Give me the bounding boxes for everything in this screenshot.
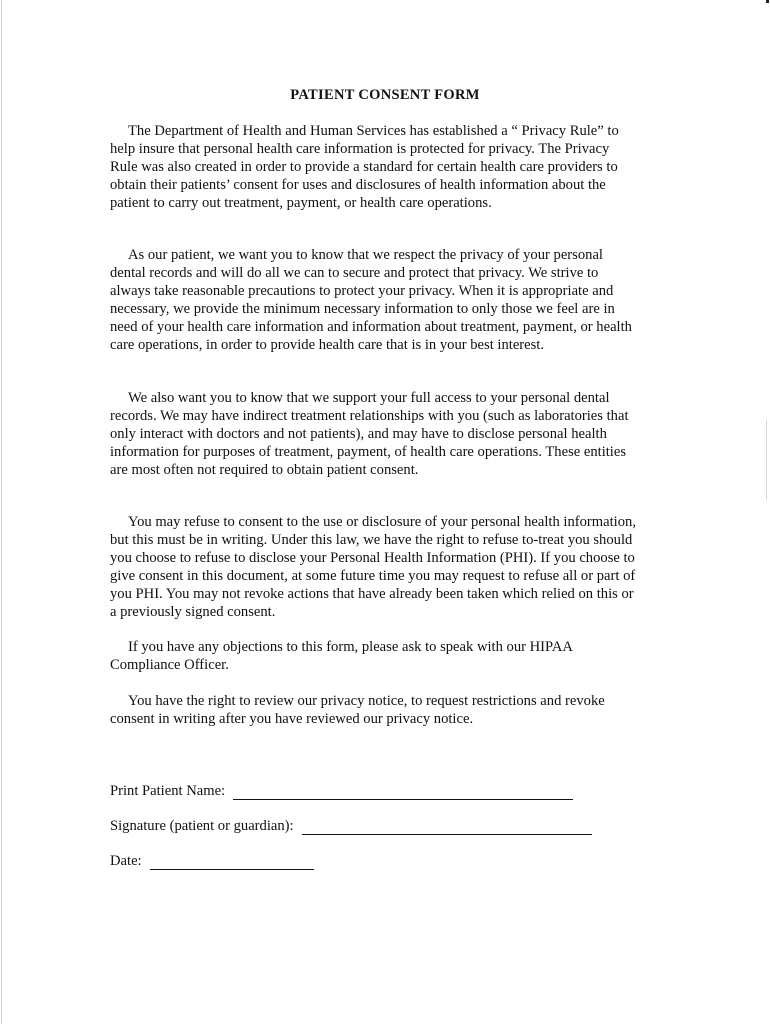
- paragraph-full-access: We also want you to know that we support your full access to your personal dental records. We may have indirect treatment relationships with you (such as laboratories that only interact with doctors and not patients), and may have to disclose personal health information for purposes of treatment, payment, of health care operations. These entities are most often not required to obtain patient consent.: [110, 390, 629, 478]
- form-title: PATIENT CONSENT FORM: [290, 87, 480, 103]
- signature-input-line[interactable]: [302, 820, 592, 835]
- paragraph-respect-privacy: As our patient, we want you to know that we respect the privacy of your personal dental records and will do all we can to secure and protect that privacy. We strive to always take reasonable precautions to protect your privacy. When it is appropriate and necessary, we provide the minimum necessary information to only those we feel are in need of your health care information and information about treatment, payment, or health care operations, in order to provide health care that is in your best interest.: [110, 247, 632, 353]
- date-label: Date:: [110, 853, 142, 869]
- signature-label: Signature (patient or guardian):: [110, 818, 294, 834]
- scan-edge-right: [766, 420, 767, 500]
- paragraph-review-notice: You have the right to review our privacy notice, to request restrictions and revoke consent in writing after you have reviewed our privacy notice.: [110, 693, 605, 727]
- paragraph-refuse-consent: You may refuse to consent to the use or disclosure of your personal health information, but this must be in writing. Under this law, we have the right to refuse to-treat you should you choose to refuse to disclose your Personal Health Information (PHI). If you choose to give consent in this document, at some future time you may request to refuse all or part of you PHI. You may not revoke actions that have already been taken which relied on this or a previously signed consent.: [110, 514, 636, 620]
- date-input-line[interactable]: [150, 855, 314, 870]
- scan-corner-mark: [766, 0, 769, 3]
- date-field[interactable]: [110, 852, 314, 870]
- patient-name-label: Print Patient Name:: [110, 783, 226, 799]
- paragraph-privacy-rule: The Department of Health and Human Services has established a “ Privacy Rule” to help insure that personal health care information is protected for privacy. The Privacy Rule was also created in order to provide a standard for certain health care providers to obtain their patients’ consent for uses and disclosures of health information about the patient to carry out treatment, payment, or health care operations.: [110, 123, 619, 211]
- signature-field[interactable]: [110, 817, 592, 835]
- patient-name-field[interactable]: [110, 782, 573, 800]
- scan-edge-left: [1, 0, 2, 1024]
- paragraph-objections: If you have any objections to this form, please ask to speak with our HIPAA Compliance Officer.: [110, 639, 573, 673]
- patient-name-input-line[interactable]: [233, 785, 573, 800]
